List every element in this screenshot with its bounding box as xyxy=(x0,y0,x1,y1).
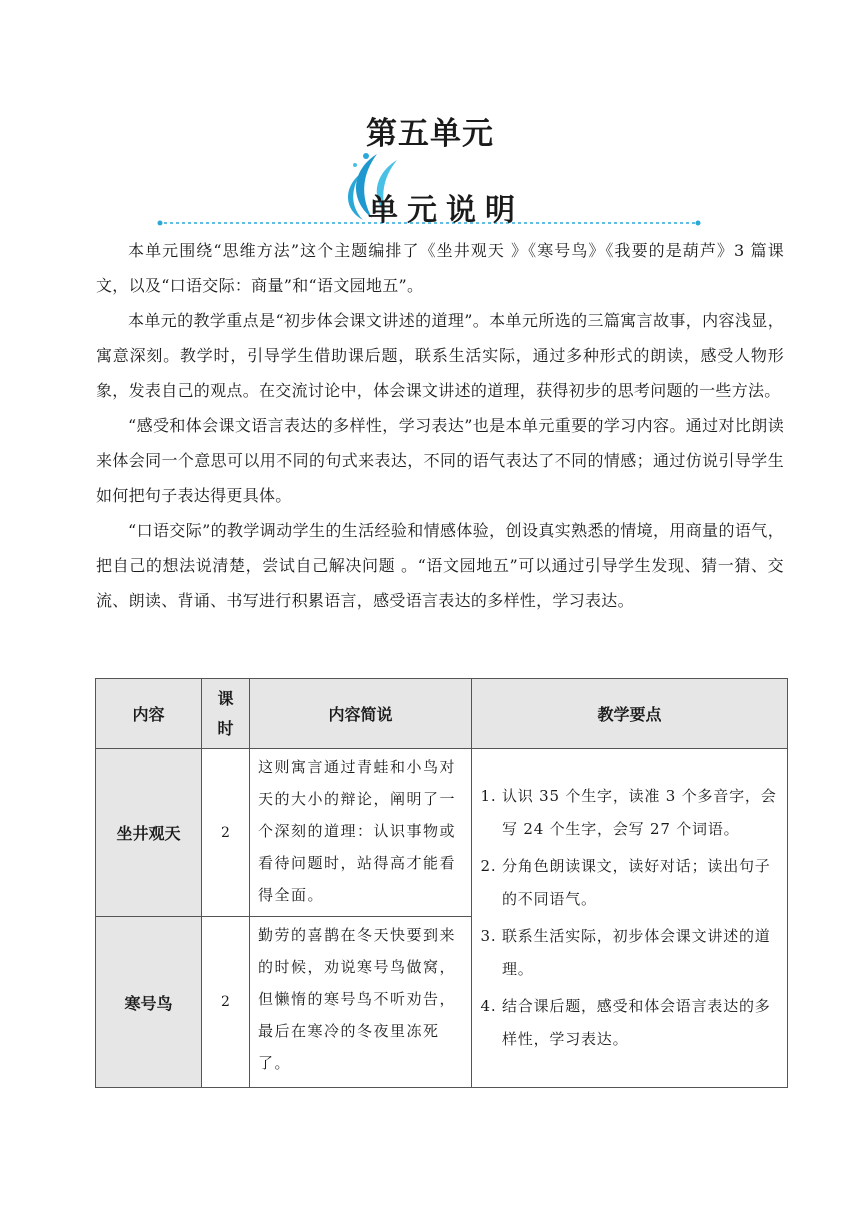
lesson-table xyxy=(95,678,788,1088)
header-hours-line1: 课 xyxy=(217,688,234,708)
teaching-points xyxy=(472,749,788,1088)
header-summary: 内容简说 xyxy=(250,679,472,749)
header-hours-line2: 时 xyxy=(217,718,234,738)
intro-section xyxy=(96,233,784,618)
section-banner xyxy=(0,150,860,230)
point-item: 1. 认识 35 个生字，读准 3 个多音字，会写 24 个生字，会写 27 个词语。 xyxy=(502,780,781,846)
point-item: 4. 结合课后题，感受和体会语言表达的多样性，学习表达。 xyxy=(502,990,781,1056)
lesson-hours: 2 xyxy=(202,749,250,917)
header-hours xyxy=(202,679,250,749)
points-list xyxy=(480,780,781,1056)
lesson-summary: 勤劳的喜鹊在冬天快要到来的时候，劝说寒号鸟做窝，但懒惰的寒号鸟不听劝告，最后在寒冷的冬夜里冻死了。 xyxy=(250,917,472,1088)
intro-paragraph: 本单元围绕“思维方法”这个主题编排了《坐井观天 》《寒号鸟》《我要的是葫芦》3 篇课文，以及“口语交际：商量”和“语文园地五”。 xyxy=(96,241,784,295)
table-header-row xyxy=(96,679,788,749)
table-row xyxy=(96,749,788,917)
point-item: 3. 联系生活实际，初步体会课文讲述的道理。 xyxy=(502,920,781,986)
intro-paragraph: “口语交际”的教学调动学生的生活经验和情感体验，创设真实熟悉的情境，用商量的语气，把自己的想法说清楚，尝试自己解决问题 。“语文园地五”可以通过引导学生发现、猜一猜、交流、朗读、背诵、书写进行积累语言，感受语言表达的多样性，学习表达。 xyxy=(96,521,784,610)
lesson-summary: 这则寓言通过青蛙和小鸟对天的大小的辩论，阐明了一个深刻的道理：认识事物或看待问题时，站得高才能看得全面。 xyxy=(250,749,472,917)
header-points: 教学要点 xyxy=(472,679,788,749)
lesson-name: 寒号鸟 xyxy=(96,917,202,1088)
banner-title: 单元说明 xyxy=(368,193,524,228)
intro-paragraph: “感受和体会课文语言表达的多样性，学习表达”也是本单元重要的学习内容。通过对比朗读来体会同一个意思可以用不同的句式来表达，不同的语气表达了不同的情感；通过仿说引导学生如何把句子表达得更具体。 xyxy=(96,416,784,505)
lesson-hours: 2 xyxy=(202,917,250,1088)
point-item: 2. 分角色朗读课文，读好对话；读出句子的不同语气。 xyxy=(502,850,781,916)
page-title: 第五单元 xyxy=(366,116,494,152)
lesson-name: 坐井观天 xyxy=(96,749,202,917)
header-content: 内容 xyxy=(96,679,202,749)
intro-paragraph: 本单元的教学重点是“初步体会课文讲述的道理”。本单元所选的三篇寓言故事，内容浅显，寓意深刻。教学时，引导学生借助课后题，联系生活实际，通过多种形式的朗读，感受人物形象，发表自己的观点。在交流讨论中，体会课文讲述的道理，获得初步的思考问题的一些方法。 xyxy=(96,311,784,400)
